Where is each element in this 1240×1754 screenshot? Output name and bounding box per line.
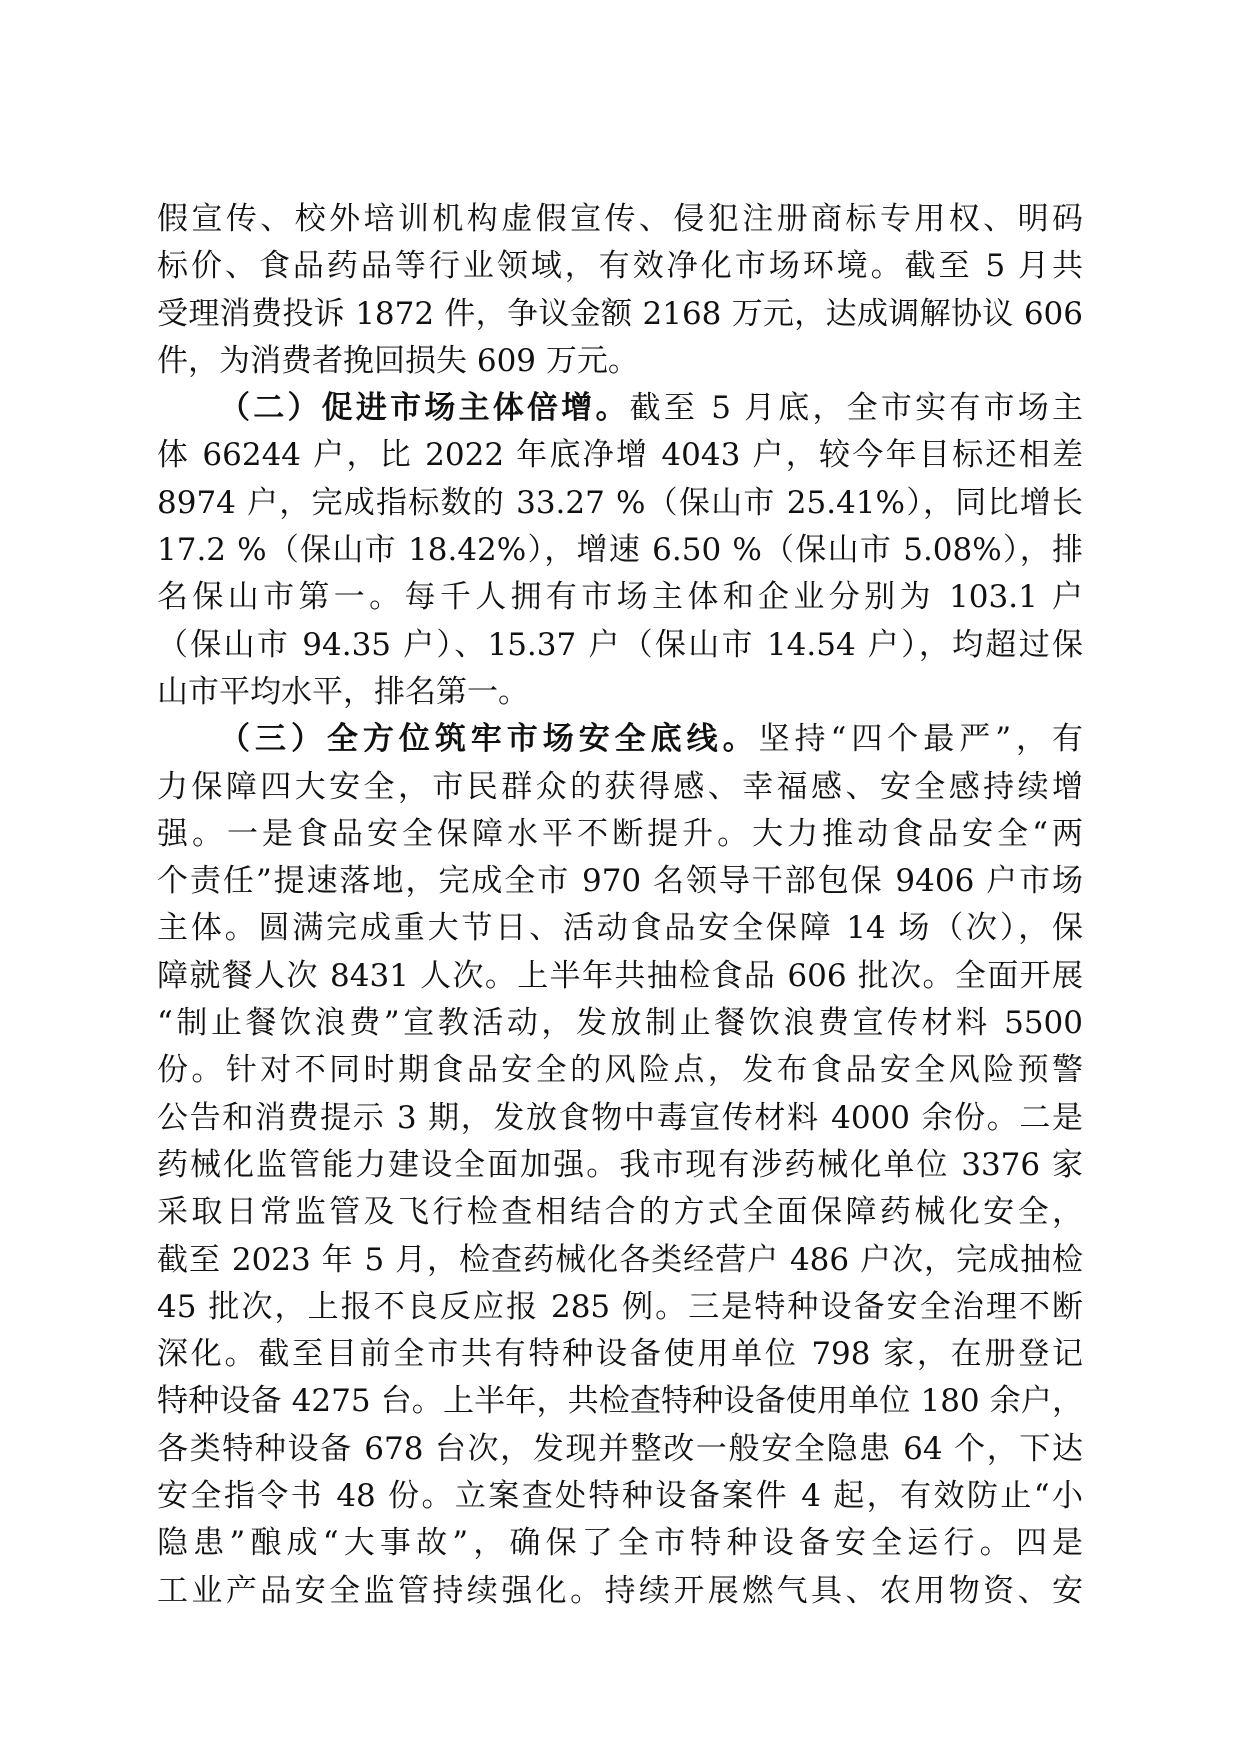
text-line: 深化。截至目前全市共有特种设备使用单位 798 家，在册登记 bbox=[157, 1336, 1083, 1373]
text-line: 力保障四大安全，市民群众的获得感、幸福感、安全感持续增 bbox=[157, 768, 1083, 805]
section-heading-2: （二）促进市场主体倍增。 bbox=[219, 390, 630, 427]
text-line: 假宣传、校外培训机构虚假宣传、侵犯注册商标专用权、明码 bbox=[157, 201, 1083, 237]
text-line: 山市平均水平，排名第一。 bbox=[157, 673, 529, 710]
text-line: 安全指令书 48 份。立案查处特种设备案件 4 起，有效防止“小 bbox=[157, 1478, 1083, 1515]
text-line: 工业产品安全监管持续强化。持续开展燃气具、农用物资、安 bbox=[157, 1572, 1083, 1609]
section-heading-3: （三）全方位筑牢市场安全底线。 bbox=[219, 721, 759, 758]
text-run: 坚持“四个最严”，有 bbox=[758, 721, 1083, 758]
text-line-first bbox=[157, 385, 1083, 432]
text-line: 主体。圆满完成重大节日、活动食品安全保障 14 场（次），保 bbox=[157, 910, 1083, 947]
text-line: 8974 户，完成指标数的 33.27 %（保山市 25.41%），同比增长 bbox=[157, 484, 1083, 521]
text-line: 17.2 %（保山市 18.42%），增速 6.50 %（保山市 5.08%），排 bbox=[157, 532, 1083, 569]
text-line: 强。一是食品安全保障水平不断提升。大力推动食品安全“两 bbox=[157, 815, 1083, 852]
document-body bbox=[157, 196, 1083, 1615]
text-line: 标价、食品药品等行业领域，有效净化市场环境。截至 5 月共 bbox=[157, 248, 1083, 285]
text-line: 份。针对不同时期食品安全的风险点，发布食品安全风险预警 bbox=[157, 1052, 1083, 1089]
text-line: 45 批次，上报不良反应报 285 例。三是特种设备安全治理不断 bbox=[157, 1288, 1083, 1325]
text-line-first bbox=[157, 716, 1083, 763]
paragraph-consumer-complaints bbox=[157, 196, 1083, 385]
text-line: “制止餐饮浪费”宣教活动，发放制止餐饮浪费宣传材料 5500 bbox=[157, 1005, 1083, 1042]
text-line: 障就餐人次 8431 人次。上半年共抽检食品 606 批次。全面开展 bbox=[157, 957, 1083, 994]
text-line: 受理消费投诉 1872 件，争议金额 2168 万元，达成调解协议 606 bbox=[157, 295, 1083, 332]
text-line: 个责任”提速落地，完成全市 970 名领导干部包保 9406 户市场 bbox=[157, 863, 1083, 900]
text-line: 药械化监管能力建设全面加强。我市现有涉药械化单位 3376 家 bbox=[157, 1146, 1083, 1183]
text-line: 采取日常监管及飞行检查相结合的方式全面保障药械化安全， bbox=[157, 1194, 1083, 1231]
text-line: 体 66244 户，比 2022 年底净增 4043 户，较今年目标还相差 bbox=[157, 437, 1083, 474]
text-run: 截至 5 月底，全市实有市场主 bbox=[629, 390, 1083, 427]
text-line: 隐患”酿成“大事故”，确保了全市特种设备安全运行。四是 bbox=[157, 1525, 1083, 1562]
paragraph-market-entities bbox=[157, 385, 1083, 716]
text-line: （保山市 94.35 户）、15.37 户（保山市 14.54 户），均超过保 bbox=[157, 626, 1083, 663]
text-line: 公告和消费提示 3 期，发放食物中毒宣传材料 4000 余份。二是 bbox=[157, 1099, 1083, 1136]
paragraph-market-safety bbox=[157, 716, 1083, 1615]
text-line: 名保山市第一。每千人拥有市场主体和企业分别为 103.1 户 bbox=[157, 579, 1083, 616]
text-line: 特种设备 4275 台。上半年，共检查特种设备使用单位 180 余户， bbox=[157, 1383, 1083, 1420]
text-line: 各类特种设备 678 台次，发现并整改一般安全隐患 64 个，下达 bbox=[157, 1430, 1083, 1467]
text-line: 截至 2023 年 5 月，检查药械化各类经营户 486 户次，完成抽检 bbox=[157, 1241, 1083, 1278]
text-line: 件，为消费者挽回损失 609 万元。 bbox=[157, 342, 639, 379]
